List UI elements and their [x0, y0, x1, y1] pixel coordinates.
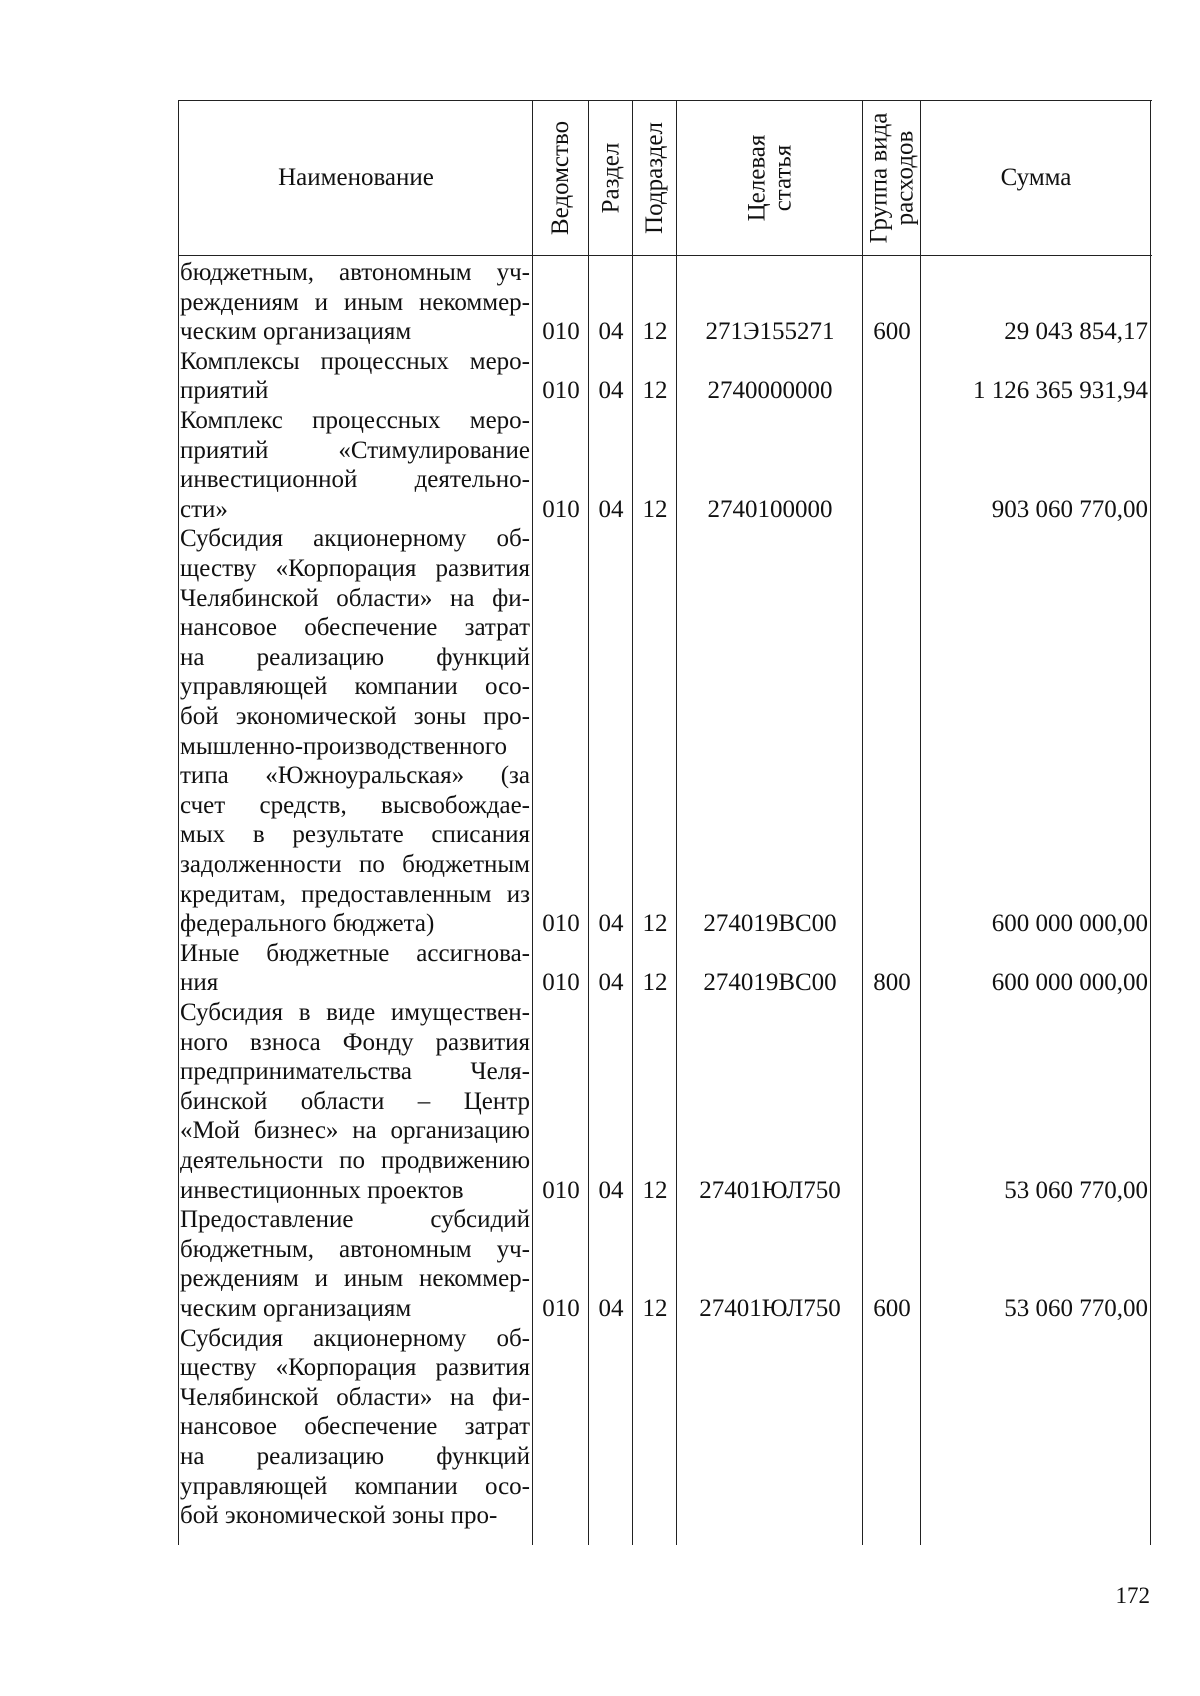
row-razdel: 04	[598, 495, 624, 523]
header-gruppa-text	[866, 113, 918, 244]
row-name-line: бюджетным, автономным уч-	[180, 259, 530, 286]
row-name-line: на реализацию функций	[180, 1442, 530, 1470]
row-razdel: 04	[598, 1295, 624, 1322]
row-podrazdel: 12	[642, 495, 668, 523]
row-name-line: Субсидия акционерному об-	[180, 1324, 530, 1352]
col-line-pod	[632, 100, 633, 1545]
row-name-line: Иные бюджетные ассигнова-	[180, 939, 530, 967]
row-razdel: 04	[598, 910, 624, 938]
row-name-line: ного взноса Фонду развития	[180, 1028, 530, 1056]
header-celevaya-text	[744, 135, 796, 222]
row-summa: 600 000 000,00	[991, 910, 1148, 938]
header-podrazdel	[634, 102, 676, 254]
row-razdel: 04	[598, 1176, 624, 1204]
header-summa	[922, 102, 1150, 254]
row-name-line: федерального бюджета)	[180, 910, 435, 938]
row-name-line: бой экономической зоны про-	[180, 702, 530, 730]
row-name-line: нансовое обеспечение затрат	[180, 614, 530, 642]
row-name	[180, 939, 530, 998]
row-name-line: сти»	[180, 495, 228, 523]
row-summa: 600 000 000,00	[991, 969, 1148, 997]
header-celevaya	[678, 102, 862, 254]
row-razdel: 04	[598, 969, 624, 997]
row-name-line: приятий «Стимулирование	[180, 436, 530, 464]
header-name-text: Наименование	[278, 164, 434, 191]
row-summa: 903 060 770,00	[991, 495, 1148, 523]
row-name-line: инвестиционных проектов	[180, 1176, 464, 1204]
row-name-line: реждениям и иным некоммер-	[180, 1265, 530, 1293]
row-name-line: на реализацию функций	[180, 643, 530, 671]
header-name	[180, 102, 532, 254]
row-name-line: бой экономической зоны про-	[180, 1502, 498, 1530]
row-name-line: ния	[180, 969, 219, 997]
row-name-line: Субсидия акционерному об-	[180, 525, 530, 553]
row-vedomstvo: 010	[542, 910, 580, 938]
row-vedomstvo: 010	[542, 1176, 580, 1204]
row-gruppa: 800	[873, 969, 911, 997]
row-name-line: мышленно-производственного	[180, 732, 507, 760]
row-name-line: Челябинской области» на фи-	[180, 1383, 530, 1411]
row-name-line: инвестиционной деятельно-	[180, 466, 530, 494]
row-podrazdel: 12	[642, 969, 668, 997]
row-podrazdel: 12	[642, 910, 668, 938]
row-name-line: предпринимательства Челя-	[180, 1058, 530, 1086]
header-celevaya-line1: Целевая	[742, 134, 770, 222]
table-top-border	[178, 100, 1152, 101]
row-name-line: управляющей компании осо-	[180, 1472, 530, 1500]
header-vedomstvo-text: Ведомство	[547, 120, 575, 236]
row-name-line: деятельности по продвижению	[180, 1146, 530, 1174]
col-line-raz	[588, 100, 589, 1545]
row-celevaya: 2740000000	[707, 377, 833, 405]
header-vedomstvo	[534, 102, 588, 254]
row-name-line: кредитам, предоставленным из	[180, 880, 530, 908]
row-name	[180, 1324, 530, 1531]
header-celevaya-line2: статья	[768, 144, 796, 212]
header-gruppa-line1: Группа вида	[865, 112, 892, 244]
row-vedomstvo: 010	[542, 1295, 580, 1322]
row-name-line: ческим организациям	[180, 318, 412, 346]
row-celevaya: 271Э155271	[705, 318, 835, 346]
row-name-line: счет средств, высвобождае-	[180, 791, 530, 819]
row-name-line: Челябинской области» на фи-	[180, 584, 530, 612]
row-celevaya: 27401ЮЛ750	[699, 1176, 841, 1204]
row-gruppa: 600	[873, 318, 911, 346]
row-name-line: мых в результате списания	[180, 821, 530, 849]
row-celevaya: 2740100000	[707, 495, 833, 523]
row-name	[180, 406, 530, 524]
row-name	[180, 258, 530, 347]
row-name-line: управляющей компании осо-	[180, 673, 530, 701]
row-name-line: Предоставление субсидий	[180, 1206, 530, 1234]
header-gruppa	[864, 102, 920, 254]
row-podrazdel: 12	[642, 1295, 668, 1322]
header-bottom-border	[178, 255, 1152, 256]
header-summa-text: Сумма	[1000, 164, 1072, 191]
header-podrazdel-text: Подраздел	[641, 122, 668, 234]
row-vedomstvo: 010	[542, 495, 580, 523]
row-summa: 29 043 854,17	[1004, 318, 1148, 346]
row-name-line: Комплекс процессных меро-	[180, 407, 530, 434]
row-summa: 53 060 770,00	[1004, 1176, 1148, 1204]
row-name-line: нансовое обеспечение затрат	[180, 1413, 530, 1441]
row-name-line: «Мой бизнес» на организацию	[180, 1117, 530, 1145]
header-razdel-text: Раздел	[597, 142, 624, 214]
row-name-line: бюджетным, автономным уч-	[180, 1235, 530, 1263]
row-name-line: бинской области – Центр	[180, 1087, 530, 1115]
header-razdel	[590, 102, 632, 254]
row-vedomstvo: 010	[542, 377, 580, 405]
row-name-line: типа «Южноуральская» (за	[180, 762, 530, 790]
row-name-line: ществу «Корпорация развития	[180, 554, 530, 582]
row-vedomstvo: 010	[542, 969, 580, 997]
row-name	[180, 998, 530, 1205]
row-summa: 1 126 365 931,94	[973, 377, 1148, 405]
row-name-line: Комплексы процессных меро-	[180, 347, 530, 375]
col-line-left	[178, 100, 179, 1545]
row-celevaya: 274019ВС00	[703, 969, 837, 997]
row-razdel: 04	[598, 318, 624, 346]
col-line-sum	[920, 100, 921, 1545]
row-podrazdel: 12	[642, 1176, 668, 1204]
page-number: 172	[1115, 1583, 1150, 1608]
row-summa: 53 060 770,00	[1004, 1295, 1148, 1322]
header-gruppa-line2: расходов	[891, 130, 918, 226]
row-name-line: приятий	[180, 377, 269, 405]
col-line-ved	[532, 100, 533, 1545]
row-podrazdel: 12	[642, 377, 668, 405]
row-name-line: ческим организациям	[180, 1294, 412, 1322]
row-podrazdel: 12	[642, 318, 668, 346]
row-celevaya: 274019ВС00	[703, 910, 837, 938]
col-line-grp	[862, 100, 863, 1545]
row-name	[180, 1205, 530, 1323]
row-name-line: задолженности по бюджетным	[180, 850, 530, 878]
row-name	[180, 524, 530, 938]
row-name-line: ществу «Корпорация развития	[180, 1354, 530, 1382]
col-line-cel	[676, 100, 677, 1545]
row-razdel: 04	[598, 377, 624, 405]
row-vedomstvo: 010	[542, 318, 580, 346]
row-celevaya: 27401ЮЛ750	[699, 1295, 841, 1322]
col-line-right	[1150, 100, 1151, 1545]
row-name-line: реждениям и иным некоммер-	[180, 288, 530, 316]
row-name	[180, 347, 530, 406]
row-gruppa: 600	[873, 1295, 911, 1322]
row-name-line: Субсидия в виде имуществен-	[180, 999, 530, 1026]
